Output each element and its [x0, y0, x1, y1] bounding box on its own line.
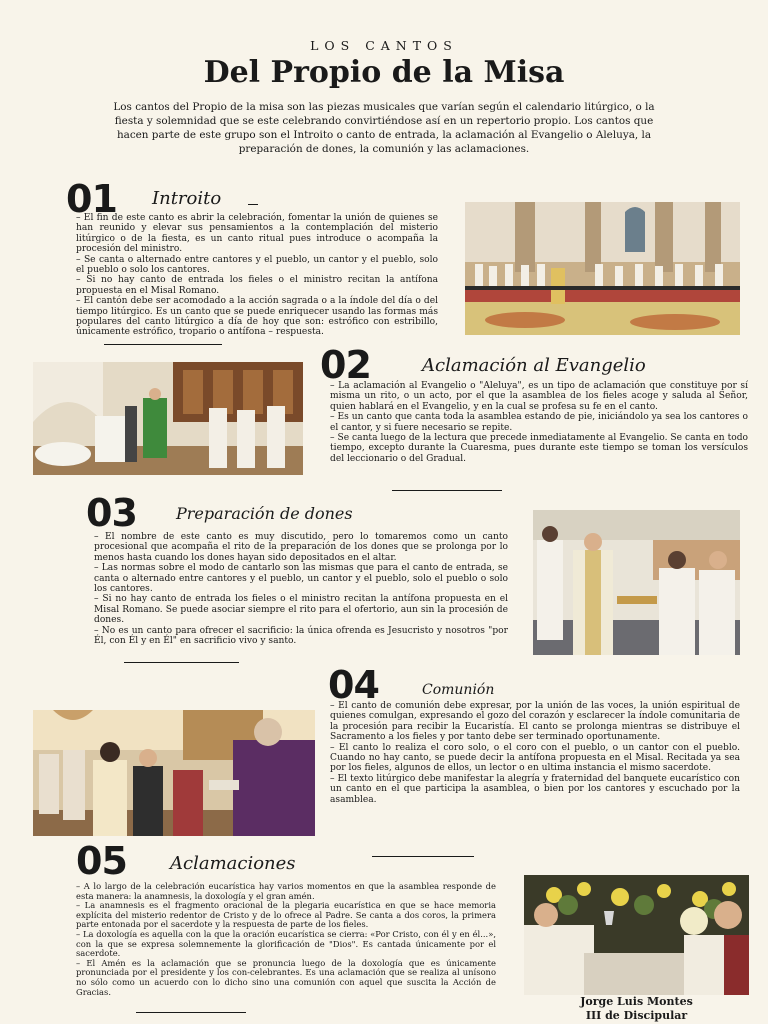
section-01-paragraph: – El cantón debe ser acomodado a la acción sagrada o a la índole del día o del tiempo litúrgico. Es un canto que se puede enriquecer usando las formas más populares del canto litúrgico a día de hoy que son: estrófico con estribillo, únicamente estrófico, tropario o antífona – respuesta.	[76, 296, 438, 338]
section-04-body	[330, 701, 740, 805]
section-02-paragraph: – Se canta luego de la lectura que precede inmediatamente al Evangelio. Se canta en todo tiempo, excepto durante la Cuaresma, pues durante este tiempo se toman los versículos del leccionario o del Gradual.	[330, 433, 748, 464]
credit-group: III de Discipular	[585, 1009, 688, 1022]
section-02-paragraph: – La aclamación al Evangelio o "Aleluya", es un tipo de aclamación que constituye por sí misma un rito, o un acto, por el que la asamblea de los fieles acoge y saluda al Señor, quien hablará en el Evangelio, y en la cual se profesa su fe en el canto.	[330, 381, 748, 412]
section-01-number: 01	[66, 177, 117, 221]
section-05-divider	[136, 1012, 246, 1013]
section-01-paragraph: – Se canta o alternado entre cantores y el pueblo, un cantor y el pueblo, solo el pueblo o solo los cantores.	[76, 254, 438, 276]
intro-paragraph: Los cantos del Propio de la misa son las piezas musicales que varían según el calendario litúrgico, o la fiesta y solemnidad que se este celebrando convirtiéndose así en un repertorio propio. Los cantos que hacen parte de este grupo son el Introito o canto de entrada, la aclamación al Evangelio o Aleluya, la preparación de dones, la comunión y las aclamaciones.	[113, 101, 655, 155]
section-05-paragraph: – El Amén es la aclamación que se pronuncia luego de la doxología que es únicamente pronunciada por el presidente y los con-celebrantes. Es una aclamación que se realiza al unísono no sólo como un acuerdo con lo dicho sino una comunión con aquel que suscita la Acción de Gracias.	[76, 957, 496, 997]
section-01-body	[76, 213, 438, 338]
section-03-title: Preparación de dones	[176, 504, 353, 523]
section-03-paragraph: – El nombre de este canto es muy discutido, pero lo tomaremos como un canto procesional que acompaña el rito de la preparación de los dones que se prolonga por lo menos hasta cuando los dones hayan sido depositados en el altar.	[94, 532, 508, 563]
section-02-divider	[392, 490, 502, 491]
section-05-number: 05	[76, 839, 127, 883]
section-04-paragraph: – El canto de comunión debe expresar, por la unión de las voces, la unión espiritual de quienes comulgan, expresando el gozo del corazón y esclarecer la índole comunitaria de la procesión para recibir la Eucaristía. El canto se prolonga mientras se distribuye el Sacramento a los fieles y por tanto debe ser terminado oportunamente.	[330, 701, 740, 743]
section-04-number: 04	[328, 663, 379, 707]
section-05-paragraph: – La anamnesis es el fragmento oracional de la plegaria eucarística en que se hace memoria explícita del misterio redentor de Cristo y de lo ofrece al Padre. Se canta a dos coros, la primera parte entonada por el sacerdote y la respuesta de parte de los fieles.	[76, 900, 496, 930]
section-05-body	[76, 882, 496, 997]
consecration-photo	[524, 875, 749, 995]
section-03-paragraph: – No es un canto para ofrecer el sacrificio: la única ofrenda es Jesucristo y nosotros "por Él, con Él y en Él" en sacrificio vivo y santo.	[94, 625, 508, 647]
section-02-body	[330, 381, 748, 464]
credit-name: Jorge Luis Montes	[580, 995, 693, 1008]
section-03-paragraph: – Si no hay canto de entrada los fieles o el ministro recitan la antífona propuesta en el Misal Romano. Se puede asociar siempre el rito para el ofertorio, aun sin la procesión de dones.	[94, 594, 508, 626]
section-04-paragraph: – El texto litúrgico debe manifestar la alegría y fraternidad del banquete eucarístico con un canto en el que participa la asamblea, o bien por los cantores y escuchado por la asamblea.	[330, 773, 740, 805]
section-03-number: 03	[86, 491, 137, 535]
section-04-paragraph: – El canto lo realiza el coro solo, o el coro con el pueblo, o un cantor con el pueblo. Cuando no hay canto, se puede decir la antífona propuesta en el Misal. Recitada ya sea por los fieles, algunos de ellos, un lector o en ultima instancia el mismo sacerdote.	[330, 742, 740, 774]
section-05-paragraph: – A lo largo de la celebración eucarística hay varios momentos en que la asamblea responde de esta manera: la anamnesis, la doxología y el gran amén.	[76, 881, 496, 901]
section-02-paragraph: – Es un canto que canta toda la asamblea estando de pie, iniciándolo ya sea los cantores o el cantor, y si fuere necesario se repite.	[330, 412, 748, 433]
section-01-title-underline	[248, 204, 258, 205]
cathedral-procession-photo	[465, 202, 740, 335]
section-01-title: Introito	[152, 188, 222, 209]
section-02-title: Aclamación al Evangelio	[422, 355, 646, 376]
offertory-photo	[533, 510, 740, 655]
section-03-body	[94, 532, 508, 646]
page-title: Del Propio de la Misa	[203, 55, 565, 90]
section-05-paragraph: – La doxología es aquella con la que la oración eucarística se cierra: «Por Cristo, con él y en él...», con la que se expresa solemnemente la glorificación de "Dios". Es cantada únicamente por el sacerdote.	[76, 928, 496, 959]
section-02-number: 02	[320, 343, 371, 387]
credit	[524, 995, 749, 1023]
section-01-paragraph: – Si no hay canto de entrada los fieles o el ministro recitan la antífona propuesta en el Misal Romano.	[76, 275, 438, 296]
section-01-paragraph: – El fin de este canto es abrir la celebración, fomentar la unión de quienes se han reunido y elevar sus pensamientos a la contemplación del misterio litúrgico o de la fiesta, es un canto ritual pues introduce o acompaña la procesión del ministro.	[76, 213, 438, 255]
communion-photo	[33, 710, 315, 836]
section-04-title: Comunión	[422, 682, 495, 698]
section-04-divider	[372, 856, 474, 857]
evangelio-altar-photo	[33, 362, 303, 475]
section-03-divider	[124, 662, 239, 663]
section-03-paragraph: – Las normas sobre el modo de cantarlo son las mismas que para el canto de entrada, se canta o alternado entre cantores y el pueblo, un cantor y el pueblo, solo el pueblo o solo los cantores.	[94, 563, 508, 595]
section-01-divider	[104, 344, 222, 345]
header-kicker: LOS CANTOS	[310, 38, 458, 53]
section-05-title: Aclamaciones	[170, 853, 296, 874]
